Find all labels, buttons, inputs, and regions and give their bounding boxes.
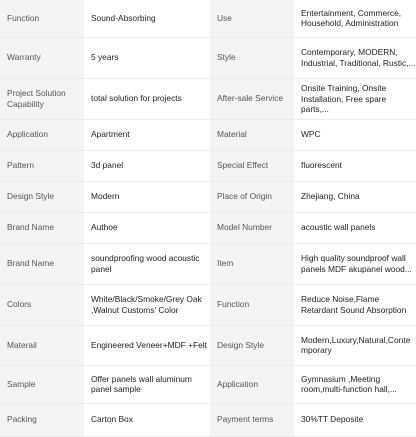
spec-label: Place of Origin (210, 181, 294, 212)
spec-value: Entertainment, Commerce, Household, Administration (294, 0, 416, 37)
spec-value: acoustic wall panels (294, 212, 416, 243)
spec-label: Style (210, 37, 294, 78)
spec-value: WPC (294, 119, 416, 150)
spec-label: Colors (0, 284, 84, 325)
spec-value: Authoe (84, 212, 210, 243)
table-row (0, 37, 416, 78)
spec-value: Zhejiang, China (294, 181, 416, 212)
spec-label: Item (210, 243, 294, 284)
table-row (0, 365, 416, 403)
spec-label: Brand Name (0, 243, 84, 284)
table-row (0, 0, 416, 37)
spec-value: Contemporary, MODERN, Industrial, Traditional, Rustic,... (294, 37, 416, 78)
spec-label: Warranty (0, 37, 84, 78)
spec-value: Offer panels wall aluminum panel sample (84, 365, 210, 403)
spec-value: Carton Box (84, 403, 210, 436)
spec-value: 30%TT Deposite (294, 403, 416, 436)
spec-value: Reduce Noise,Flame Retardant Sound Absorption (294, 284, 416, 325)
spec-label: Sample (0, 365, 84, 403)
spec-label: Application (210, 365, 294, 403)
spec-label: Model Number (210, 212, 294, 243)
spec-value: 3d panel (84, 150, 210, 181)
spec-label: Brand Name (0, 212, 84, 243)
table-row (0, 119, 416, 150)
table-row (0, 325, 416, 365)
spec-value: soundproofing wood acoustic panel (84, 243, 210, 284)
spec-value: Modern,Luxury,Natural,Contemporary (294, 325, 416, 365)
spec-label: Payment terms (210, 403, 294, 436)
spec-label: Packing (0, 403, 84, 436)
spec-value: Modern (84, 181, 210, 212)
spec-label: After-sale Service (210, 78, 294, 119)
table-row (0, 78, 416, 119)
spec-value: White/Black/Smoke/Grey Oak ,Walnut Customs' Color (84, 284, 210, 325)
table-row (0, 150, 416, 181)
table-row (0, 403, 416, 436)
spec-value: total solution for projects (84, 78, 210, 119)
table-row (0, 181, 416, 212)
spec-label: Materail (0, 325, 84, 365)
spec-label: Material (210, 119, 294, 150)
spec-label: Use (210, 0, 294, 37)
spec-label: Design Style (0, 181, 84, 212)
table-row (0, 284, 416, 325)
spec-label: Function (0, 0, 84, 37)
spec-value: Apartment (84, 119, 210, 150)
spec-label: Design Style (210, 325, 294, 365)
spec-value: Gymnasium ,Meeting room,multi-function hall,... (294, 365, 416, 403)
spec-label: Project Solution Capability (0, 78, 84, 119)
table-row (0, 243, 416, 284)
spec-value: fluorescent (294, 150, 416, 181)
table-row (0, 212, 416, 243)
spec-value: Sound-Absorbing (84, 0, 210, 37)
spec-label: Application (0, 119, 84, 150)
spec-value: High quality soundproof wall panels MDF akupanel wood... (294, 243, 416, 284)
spec-value: Onsite Training, Onsite Installation, Free spare parts,... (294, 78, 416, 119)
spec-value: 5 years (84, 37, 210, 78)
spec-value: Engineered Veneer+MDF +Felt (84, 325, 210, 365)
spec-label: Function (210, 284, 294, 325)
spec-label: Pattern (0, 150, 84, 181)
spec-label: Special Effect (210, 150, 294, 181)
